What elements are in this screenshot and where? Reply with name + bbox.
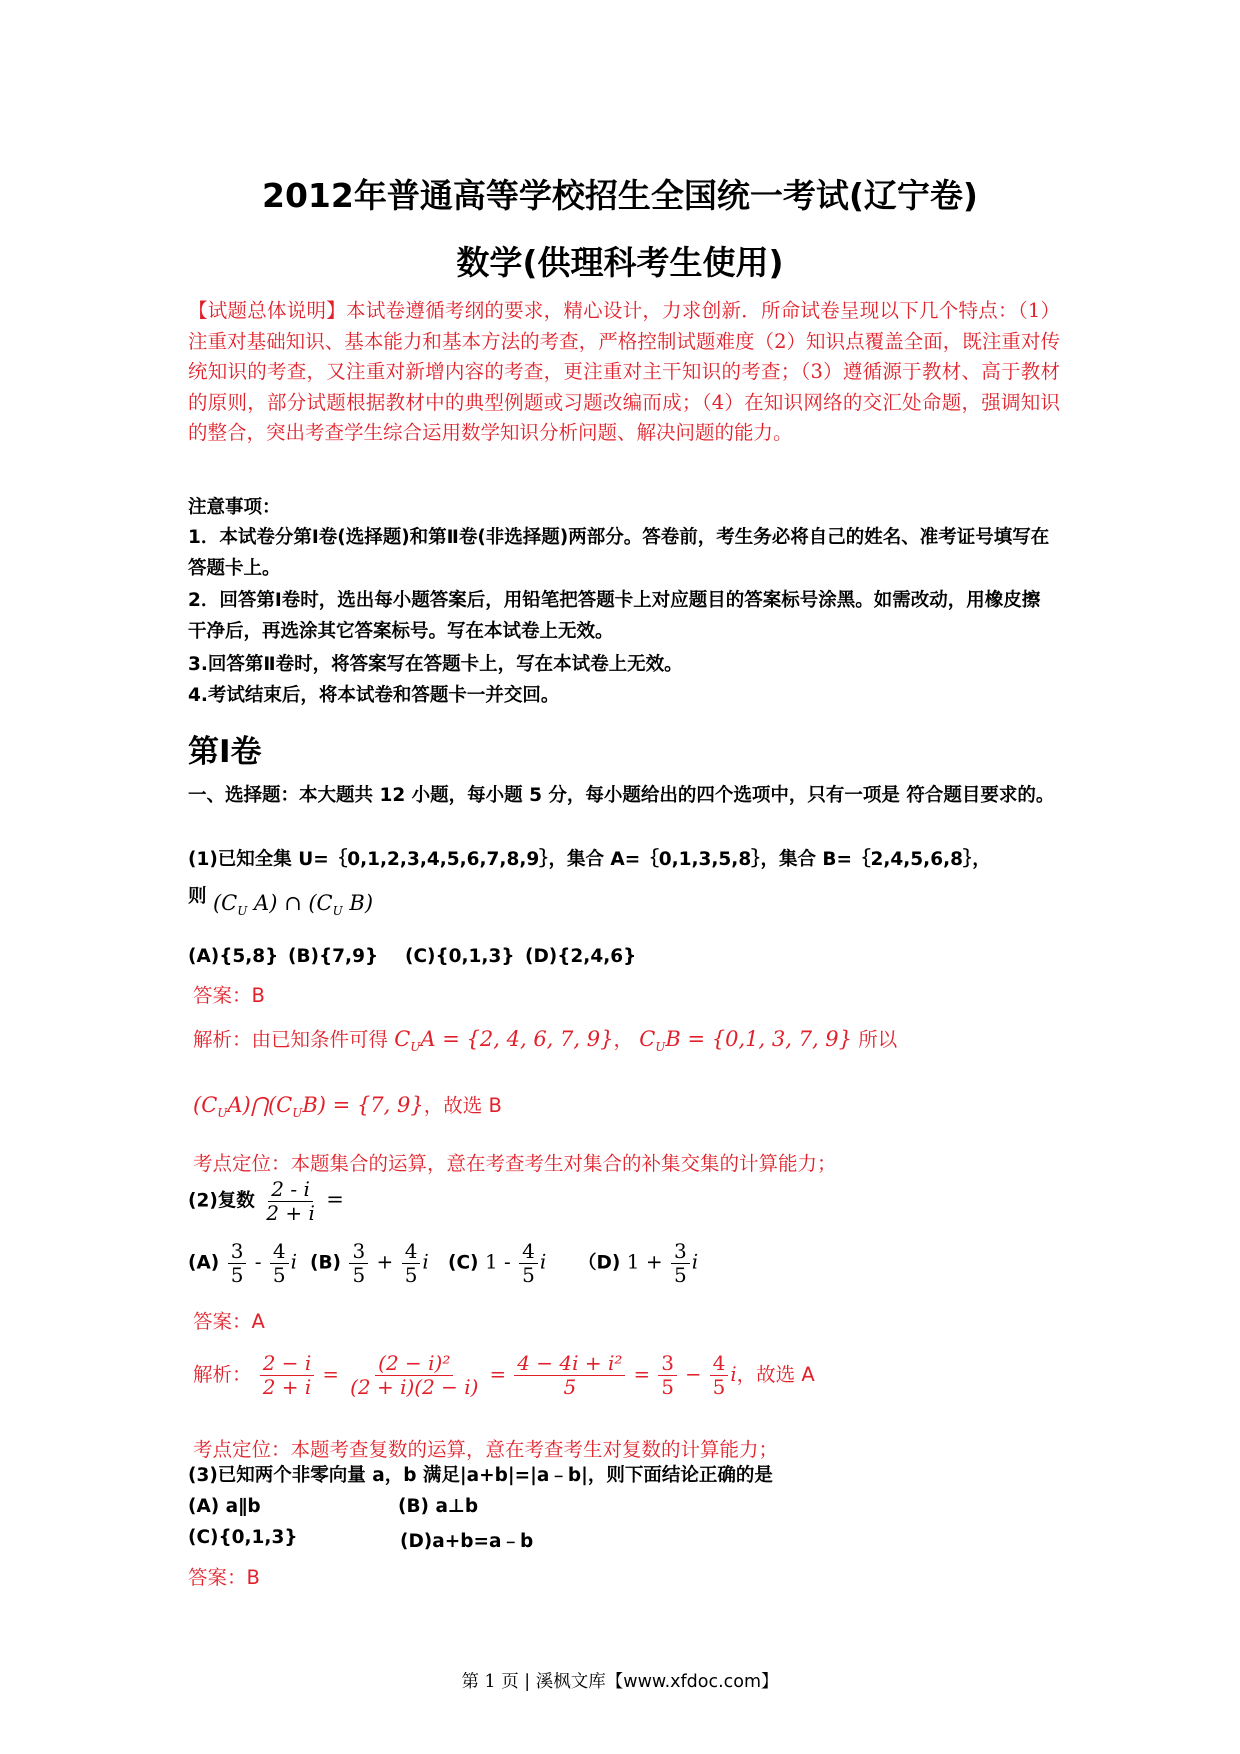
q3-answer: 答案：B [188,1566,260,1589]
q2-option-a: (A) $\frac{3}{5}$ - $\frac{4}{5}$ i [188,1239,298,1287]
q1-option-c: (C){0,1,3} [405,946,515,967]
q3-option-c: (C){0,1,3} [188,1527,298,1548]
note-item-1: 1．本试卷分第Ⅰ卷(选择题)和第Ⅱ卷(非选择题)两部分。答卷前，考生务必将自己的姓名、准考证号填写在答题卡上。 [188,527,1050,579]
note-item-4: 4.考试结束后，将本试卷和答题卡一并交回。 [188,685,560,706]
page-title: 2012年普通高等学校招生全国统一考试(辽宁卷) [261,176,978,215]
q2-option-d: （D) 1 + $\frac{3}{5}$ i [578,1239,699,1287]
q1-expression: ($C_U$ A) ∩ ($C_U$ B) [212,891,374,919]
section-title: 第Ⅰ卷 [188,734,262,770]
page-subtitle: 数学(供理科考生使用) [456,243,784,282]
q1-analysis-line2: $(C_UA)⋂(C_UB) = \{7$, 9}，故选 B [193,1093,502,1121]
q3-stem: (3)已知两个非零向量 a，b 满足|a+b|=|a﹣b|，则下面结论正确的是 [188,1465,773,1486]
q2-point: 考点定位：本题考查复数的运算，意在考查考生对复数的计算能力； [193,1438,779,1461]
notes-heading: 注意事项： [188,497,281,518]
footer-library-name: 溪枫文库 [535,1672,606,1692]
q1-analysis: 解析：由已知条件可得 $C_UA = \{2$, 4, 6, 7, 9}， $C_UB = \{0,1$, 3, 7, 9} 所以 [193,1027,898,1055]
q2-analysis: 解析： $\frac{2 - i}{2 + i}$ = $\frac{\text{(2 − i)²}}{(2 + i)(2 - i)}$ = $\frac{\text{4 − 4i + i²}}{5}$ = $\frac{3}{5}$ − $\frac{4}{5}$ i，故选 A [193,1351,815,1399]
q1-stem: (1)已知全集 U=｛0,1,2,3,4,5,6,7,8,9｝，集合 A=｛0,1,3,5,8｝，集合 B=｛2,4,5,6,8｝， [188,849,991,870]
note-item-2: 2．回答第Ⅰ卷时，选出每小题答案后，用铅笔把答题卡上对应题目的答案标号涂黑。如需改动，用橡皮擦干净后，再选涂其它答案标号。写在本试卷上无效。 [188,590,1041,642]
q2-stem: (2)复数 $\frac{2 - i}{2 + i}$ = [188,1177,344,1225]
q1-option-a: (A){5,8} [188,946,279,967]
part-intro: 一、选择题：本大题共 12 小题，每小题 5 分，每小题给出的四个选项中，只有一项是 符合题目要求的。 [188,785,1055,806]
q1-option-b: (B){7,9} [288,946,379,967]
q2-option-b: (B) $\frac{3}{5}$ + $\frac{4}{5}$ i [310,1239,429,1287]
q3-option-b: (B) a⊥b [398,1496,479,1517]
q3-option-a: (A) a∥b [188,1496,261,1517]
footer-site-link[interactable]: 【www.xfdoc.com】 [605,1672,779,1692]
overview-paragraph: 【试题总体说明】本试卷遵循考纲的要求，精心设计，力求创新．所命试卷呈现以下几个特点：（1）注重对基础知识、基本能力和基本方法的考查，严格控制试题难度（2）知识点覆盖全面，既注重对传统知识的考查，又注重对新增内容的考查，更注重对主干知识的考查；（3）遵循源于教材、高于教材的原则，部分试题根据教材中的典型例题或习题改编而成；（4）在知识网络的交汇处命题，强调知识的整合，突出考查学生综合运用数学知识分析问题、解决问题的能力。 [188,299,1060,444]
q1-point: 考点定位：本题集合的运算，意在考查考生对集合的补集交集的计算能力； [193,1152,837,1175]
q1-stem-2: 则 ($C_U$ A) ∩ ($C_U$ B) [188,886,374,919]
q3-option-d: (D)a+b=a﹣b [400,1531,534,1552]
note-item-3: 3.回答第Ⅱ卷时，将答案写在答题卡上，写在本试卷上无效。 [188,654,683,675]
footer-page-number: 第 1 页 [461,1672,519,1692]
q2-answer: 答案：A [193,1310,265,1333]
q1-option-d: (D){2,4,6} [525,946,637,967]
q1-answer: 答案：B [193,984,265,1007]
q2-option-c: (C) 1 - $\frac{4}{5}$ i [448,1239,547,1287]
q2-fraction: $\frac{2 - i}{2 + i}$ [266,1177,315,1225]
page-footer: 第 1 页 | 溪枫文库【www.xfdoc.com】 [461,1672,779,1692]
